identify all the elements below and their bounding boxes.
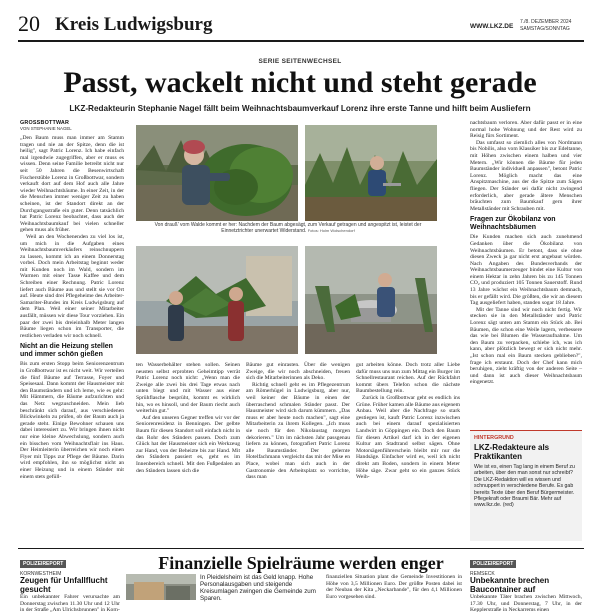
article-column-2 [136, 362, 240, 545]
paragraph: Bäume gut einrasten. Über die wenigen Zweige, die wir noch abschneiden, freuen sich die Mitarbeiterinnen als Deko. [246, 362, 350, 382]
paragraph: finanziellen Situation plant die Gemeinde Investitionen in Höhe von 3,5 Millionen Euro. Der größte Posten dabei ist der Neubau der Kita „Neckarbande", für den 4,1 Millionen Euro vorgesehen sind. [326, 574, 462, 600]
bottom-col2 [326, 574, 462, 600]
report-place: REMSECK [470, 571, 495, 577]
bottom-rule [18, 548, 584, 549]
sidebar-box [470, 430, 582, 541]
photo-carrying-tree [136, 246, 298, 354]
paragraph: Zurück in Großbottwar geht es endlich ins Grüne. Früher kamen alle Bäume aus eigenem Anbau. Weil aber die Nachfrage so stark gestiegen ist, kauft Patric Lorenz inzwischen auch bei einem darauf spezialisierten Landwirt in Göppingen ein. Doch den Baum für diesen Artikel darf ich in der eigenen Kultur am Stadtrand selbst sägen. Ohne Motorsägenführerschein bleibt mir nur die Handsäge. Einfacher wird es, weil ich nicht direkt am Boden, sondern in einem Meter Höhe säge. Zwar geht so ein ganzes Stück Weih- [356, 394, 460, 481]
bottom-left-story [20, 552, 120, 614]
subheading: Nicht an die Heizung stellen und immer schön gießen [20, 343, 113, 359]
sidebar-title: LKZ-Redakteure als Praktikanten [474, 443, 550, 461]
article-column-3 [246, 362, 350, 545]
report-label: POLIZEIREPORT [20, 560, 66, 568]
issue-weekday: SAMSTAG/SONNTAG [520, 26, 570, 32]
report-text: Ein unbekannter Fahrer verursachte am Donnerstag zwischen 11.30 Uhr und 12 Uhr in der Straße „Am Ulrichsbrunnen" in Korn- [20, 594, 120, 614]
paragraph: nachtsbaum verloren. Aber dafür passt er in eine normal hohe Wohnung und der Rest wird zu Reisig fürs Sortiment. [470, 120, 582, 140]
site-url[interactable]: WWW.LKZ.DE [470, 23, 514, 30]
report-title: Unbekannte brechen Baucontainer auf [470, 576, 550, 594]
subheading: Fragen zur Ökobilanz von Weihnachtsbäumen [470, 216, 556, 232]
byline: VON STEPHANIE NAGEL [20, 126, 72, 131]
paragraph: Das umfasst so ziemlich alles von Nordmann bis Nobilis, also vom Klassiker bis zur Edeltanne, mit Höhen zwischen einem halben und vier Metern. „Wir können die Bäume für jeden Baumständer individuell anpassen", betont Patric Lorenz. Möglich macht das eine Anspitzmaschine, aus der die Spitze zum Sägen fliegen. Der Ständer sei dafür nicht zwingend erforderlich, aber gerade ältere Menschen bräuchten zum Baumkauf gern ihrer Metallständer mit Schrauben mit. [470, 139, 582, 212]
photo-netting-tree [305, 246, 437, 354]
paragraph: gut arbeiten könne. Doch trotz aller Liebe dafür muss uns nun zum Mittag ein Burger im Schnellrestaurant reichen. Auf der Rückfahrt kommt übers Telefon schon die nächste Baumbestellung rein. [356, 362, 460, 395]
subheadline: LKZ-Redakteurin Stephanie Nagel fällt beim Weihnachtsbaumverkauf Lorenz ihre erste Tanne und hilft beim Ausliefern [69, 104, 531, 113]
paragraph: Bis zum ersten Stopp beim Seniorenzentrum in Großbottwar ist es nicht weit. Wir verteilen die fünf Bäume auf Terrasse, Foyer und Speisesaal. Dann kommt der Hausmeister mit den Baumständern und ich lerne, wie es geht: Mit Hämmern, die Bäume aufzurichten und das Netz wegzuschneiden. Mein lieb beschränkt sich darauf, aus verschiedenen Blickwinkeln zu prüfen, ob der Baum auch ja gerade steht. Einige Bewohner schauen uns dabei interessiert zu. Wir bringen ihnen nicht nur eine kleine Abwechslung, sondern auch ein bisschen vom Weihnachtsflair ins Haus. Der Heimleiterin überreichen wir noch einen Flyer mit Tipps zur Pflege der Bäume. Darin wird empfohlen, ihn so möglichst nicht an einer Heizung und in einem Ständer mit einem stets gefüll- [20, 361, 124, 480]
photo-woman-with-fir [136, 125, 298, 221]
paragraph: Weil an den Wochenenden zu viel los ist, um mich in die Aufgaben eines Weihnachtsbaumverkäufers reinschnuppern zu lassen, kommt ich an einem Donnerstag vorbei. Doch mein Arbeitstag beginnt weder mit Kunden noch im Wald, sondern im Warmen mit einer Tasse Kaffee und dem Schreiben einer Rechnung. Patric Lorenz liefert auch Bäume aus und stellt sie vor Ort auf. Heute sind drei Pflegeheime des Arbeiter-Samariter-Bundes im Kreis Ludwigsburg auf dem Plan. Weil einer seiner Mitarbeiter ausfällt, müssen wir diese Tour vorziehen. Ein paar der zwei bis dreieinhalb Meter langen Bäume liegen schon im Transporter, die restlichen verladen wir noch schnell. [20, 233, 124, 339]
sidebar-text: Wie ist es, einen Tag lang in einem Beruf zu arbeiten, über den man sonst nur schreibt? Die LKZ-Redaktion will es wissen und schnuppert in verschiedene Berufe. Es gab bereits Texte über den Beruf Bürgermeister. Pflegekraft oder Braumi Bär. Mehr auf www.lkz.de. (red) [474, 464, 575, 509]
paragraph: „Den Baum muss man immer am Stamm tragen und nie an der Spitze, denn die ist heilig", sagt Patric Lorenz. Ich habe einfach mal irgendwie zugegriffen, aber er muss es wissen. Denn seine Familie betreibt nicht nur seit 50 Jahren die Besenwirtschaft Fischerstüble Lorenz in Großbottwar, sondern verkauft dort auf dem Hof auch alle Jahre wieder Weihnachtsbäume. In einer Zeit, in der die Menschen immer weniger Zeit zu haben scheinen, ist der Standort direkt an der Durchgangsstraße ein guter. Denn tatsächlich hat Patric Lorenz beobachtet, dass auch der Weihnachtsbaumkauf bei vielen schneller gehen muss als früher. [20, 135, 124, 234]
section-title: Kreis Ludwigsburg [55, 14, 213, 35]
sidebar-kicker: HINTERGRUND [474, 435, 514, 441]
paragraph: Richtig schnell geht es im Pflegezentrum am Römerhügel in Ludwigsburg, aber nur, weil keiner der Bäume in einen der überraschend schmalen Ständer passt. Der Hausmeister wird sich darum kümmern. „Das muss er aber heute noch machen", sagt eine Mitarbeiterin zu ihrem Kollegen. „Ich muss sie noch für den Nikolaustag morgen dekorieren." Um im nächsten Jahr passgenau liefern zu können, fotografiert Patric Lorenz alle Baumständer. Der gelernte Hotelfachmann vergleicht das mit der Mise en Place, wobei man sich auch in der Gastronomie den Arbeitsplatz so vorrichte, dass man [246, 381, 350, 481]
article-column-5 [470, 120, 582, 420]
article-column-1 [20, 120, 124, 545]
bottom-teaser: In Pleidelsheim ist das Geld knapp. Hohe Personalausgaben und steigende Kreisumlagen zwingen die Gemeinde zum Sparen. [200, 574, 316, 602]
article-column-4 [356, 362, 460, 545]
report-place: KORNWESTHEIM [20, 571, 62, 577]
issue-date: 7./8. DEZEMBER 2024 [520, 19, 572, 25]
paragraph: Auf den unseren Gegner treffen wir vor der Seniorenresidenz in Benningen. Der gelbte Baum für diesen Standort soll einfach nicht in das Rohr des Ständers passen. Doch zum Glück hat der Hausmeister sich ein Werkzeug zur Hand, von der Beheizte bis zur Hand. Mit den Ständern passiert es, geht es im Innenbereich schnell. Mit den Fußpedalen an den Ständern lassen sich die [136, 414, 240, 474]
header-rule [18, 40, 584, 42]
bottom-right-story [470, 552, 582, 614]
report-label: POLIZEIREPORT [470, 560, 516, 568]
caption-credit: Fotos: Holm Wolschendorf [307, 228, 355, 233]
photo-sawing-tree [305, 125, 437, 221]
paragraph: Mit der Tanne sind wir noch nicht fertig. Wir stecken sie in den Metallständer und Patric Lorenz sägt unten am Stamm ein Stück ab. Bei Bäumen, die schon eine Weile lagern, verbessere das wie bei Blumen die Wasseraufnahme. Um den Baum zu verpacken, schiebe ich, was ich kann, aber plötzlich bewegt er sich nicht mehr. „Ist schon mal ein Baum stecken geblieben?", frage ich erstaunt. Doch der Chef kann mich beruhigen, zieht kräftig von der anderen Seite – und dann ist auch dieser Weihnachtsbaum eingenetzt. [470, 306, 582, 386]
report-text: Unbekannte Täter brachen zwischen Mittwoch, 17.30 Uhr, und Donnerstag, 7 Uhr, in der Kepplerstraße in Neckarrems einen [470, 594, 582, 614]
bottom-headline: Finanzielle Spielräume werden enger [158, 553, 444, 573]
paragraph: Die Kunden machen sich auch zunehmend Gedanken über die Ökobilanz von Weihnachtsbäumen. Er betont, dass sie ohne diesen Zweck ja gar nicht erst angebaut würden. Nach Angaben des Bundesverbands der Weihnachtsbaumerzeuger bindet eine Kultur von einem Hektar in zehn Jahren bis zu 145 Tonnen CO₂ und produziert 105 Tonnen Sauerstoff. Rund 13 Jahre wächst ein Weihnachtsbaum demnach, bis er gefällt wird. Die größten, die wir an diesem Tag ausgeliefert haben, standen sogar 18 Jahre. [470, 234, 582, 307]
paragraph: ten Wasserbehälter stehen sollen. Seinen neusten selbst erprobten Geheimtipp verrät Patric Lorenz noch nicht: „Wenn man die Zweige alle zwei bis drei Tage etwas nach unten biegt und mit Wasser aus einer Sprühflasche besprüht, kommt es wirklich hin, wo es hinsoll, und der Baum riecht auch weiterhin gut." [136, 362, 240, 415]
page-number: 20 [18, 11, 40, 36]
headline: Passt, wackelt nicht und steht gerade [63, 66, 537, 99]
dateline: GROSSBOTTWAR [20, 120, 70, 126]
report-title: Zeugen für Unfallflucht gesucht [20, 576, 108, 594]
kicker: SERIE SEITENWECHSEL [258, 58, 342, 65]
caption-text: Von drauß' vom Walde kommt er her: Nachdem der Baum abgesägt, zum Verkauf getragen und angespitzt ist, leistet der Einnetztrichter unerwartet Widerstand. [154, 222, 422, 234]
bottom-photo [126, 574, 196, 600]
photo-caption [140, 222, 436, 234]
